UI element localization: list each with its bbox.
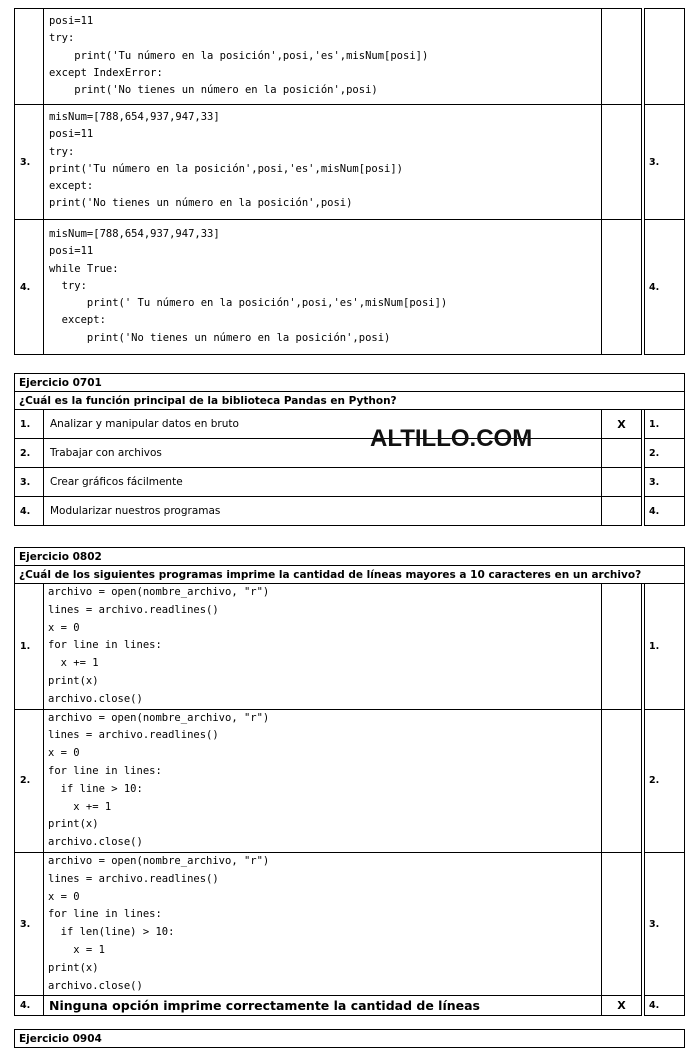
option-row (15, 468, 685, 497)
option-text: Analizar y manipular datos en bruto (44, 410, 602, 439)
exercise-0701-table (14, 373, 685, 526)
option-number-right: 4. (644, 996, 684, 1016)
answer-mark (601, 709, 641, 852)
option-row (15, 105, 685, 220)
option-row (15, 852, 685, 995)
option-text: Ninguna opción imprime correctamente la cantidad de líneas (44, 996, 602, 1016)
answer-mark (601, 497, 641, 526)
exercise-0904-table (14, 1029, 685, 1048)
option-number-right (645, 9, 685, 105)
option-number-right: 1. (644, 584, 684, 710)
answer-mark: X (601, 996, 641, 1016)
option-number-right: 3. (645, 105, 685, 220)
option-row (15, 9, 685, 105)
option-row (15, 584, 685, 710)
option-row (15, 497, 685, 526)
option-number: 3. (15, 852, 44, 995)
answer-mark (602, 220, 642, 355)
option-number-right: 1. (644, 410, 684, 439)
option-number-right: 2. (644, 439, 684, 468)
option-number: 4. (15, 996, 44, 1016)
option-code: posi=11 try: print('Tu número en la posición',posi,'es',misNum[posi]) except IndexError: print('No tienes un número en la posición',posi) (44, 9, 602, 105)
option-number: 2. (15, 439, 44, 468)
exercise-question: ¿Cuál es la función principal de la biblioteca Pandas en Python? (15, 392, 685, 410)
option-number: 4. (15, 220, 44, 355)
exercise-title: Ejercicio 0904 (15, 1030, 685, 1048)
exercise-title: Ejercicio 0802 (15, 548, 685, 566)
option-number: 2. (15, 709, 44, 852)
option-number-right: 4. (644, 497, 684, 526)
option-number: 1. (15, 410, 44, 439)
option-number: 3. (15, 468, 44, 497)
exercise-question: ¿Cuál de los siguientes programas imprime la cantidad de líneas mayores a 10 caracteres en un archivo? (15, 566, 685, 584)
option-code: misNum=[788,654,937,947,33] posi=11 while True: try: print(' Tu número en la posición',posi,'es',misNum[posi]) except: print('No tienes un número en la posición',posi) (44, 220, 602, 355)
option-code: archivo = open(nombre_archivo, "r") lines = archivo.readlines() x = 0 for line in lines: if len(line) > 10: x = 1 print(x) archivo.close() (44, 852, 602, 995)
option-row (15, 410, 685, 439)
option-number: 1. (15, 584, 44, 710)
answer-mark (601, 468, 641, 497)
altillo-watermark: ALTILLO.COM (370, 425, 533, 452)
answer-mark (601, 584, 641, 710)
option-number-right: 3. (644, 852, 684, 995)
answer-mark (602, 105, 642, 220)
option-code: archivo = open(nombre_archivo, "r") lines = archivo.readlines() x = 0 for line in lines: if line > 10: x += 1 print(x) archivo.close() (44, 709, 602, 852)
option-code: misNum=[788,654,937,947,33] posi=11 try: print('Tu número en la posición',posi,'es',misNum[posi]) except: print('No tienes un número en la posición',posi) (44, 105, 602, 220)
option-text: Trabajar con archivos (44, 439, 602, 468)
answer-mark: X (601, 410, 641, 439)
option-number-right: 4. (645, 220, 685, 355)
answer-mark (601, 439, 641, 468)
option-code: archivo = open(nombre_archivo, "r") lines = archivo.readlines() x = 0 for line in lines: x += 1 print(x) archivo.close() (44, 584, 602, 710)
option-row (15, 439, 685, 468)
answer-mark (601, 852, 641, 995)
exercise-title: Ejercicio 0701 (15, 374, 685, 392)
answer-mark (602, 9, 642, 105)
option-row (15, 996, 685, 1016)
option-text: Modularizar nuestros programas (44, 497, 602, 526)
option-number (15, 9, 44, 105)
exercise-continuation-table (14, 8, 685, 355)
option-row (15, 220, 685, 355)
option-number: 4. (15, 497, 44, 526)
option-number: 3. (15, 105, 44, 220)
option-number-right: 2. (644, 709, 684, 852)
option-row (15, 709, 685, 852)
exercise-0802-table (14, 547, 685, 1016)
option-number-right: 3. (644, 468, 684, 497)
option-text: Crear gráficos fácilmente (44, 468, 602, 497)
